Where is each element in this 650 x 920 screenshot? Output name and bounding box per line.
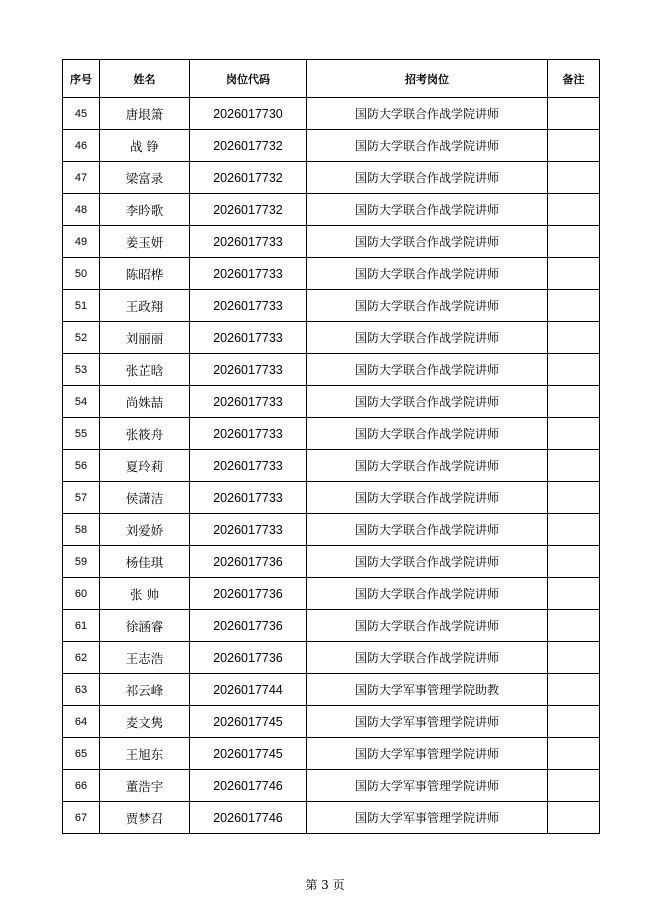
table-row [63, 258, 600, 290]
cell-note [548, 482, 600, 514]
cell-recruit-post: 国防大学联合作战学院讲师 [307, 98, 548, 130]
cell-seq: 49 [63, 226, 100, 258]
table-row [63, 354, 600, 386]
cell-name: 麦文隽 [100, 706, 190, 738]
cell-post-code: 2026017736 [190, 642, 307, 674]
table-row [63, 226, 600, 258]
header-seq: 序号 [63, 60, 100, 98]
cell-name: 徐涵睿 [100, 610, 190, 642]
header-name: 姓名 [100, 60, 190, 98]
header-recruit-post: 招考岗位 [307, 60, 548, 98]
cell-recruit-post: 国防大学联合作战学院讲师 [307, 546, 548, 578]
cell-seq: 48 [63, 194, 100, 226]
cell-note [548, 770, 600, 802]
cell-name: 陈昭桦 [100, 258, 190, 290]
header-post-code: 岗位代码 [190, 60, 307, 98]
cell-name: 刘爱娇 [100, 514, 190, 546]
cell-recruit-post: 国防大学联合作战学院讲师 [307, 386, 548, 418]
table-row [63, 674, 600, 706]
cell-name: 董浩宇 [100, 770, 190, 802]
table-row [63, 162, 600, 194]
cell-note [548, 322, 600, 354]
table-row [63, 98, 600, 130]
cell-note [548, 226, 600, 258]
table-row [63, 130, 600, 162]
cell-note [548, 706, 600, 738]
cell-recruit-post: 国防大学联合作战学院讲师 [307, 258, 548, 290]
cell-post-code: 2026017733 [190, 290, 307, 322]
table-row [63, 386, 600, 418]
cell-post-code: 2026017733 [190, 482, 307, 514]
table-row [63, 194, 600, 226]
cell-name: 张芷晗 [100, 354, 190, 386]
cell-note [548, 290, 600, 322]
cell-recruit-post: 国防大学联合作战学院讲师 [307, 290, 548, 322]
table-row [63, 642, 600, 674]
table-row [63, 514, 600, 546]
candidate-table [62, 59, 600, 834]
cell-seq: 66 [63, 770, 100, 802]
cell-post-code: 2026017733 [190, 514, 307, 546]
cell-name: 李昑歌 [100, 194, 190, 226]
cell-post-code: 2026017736 [190, 578, 307, 610]
page-number: 第 3 页 [305, 878, 345, 892]
cell-recruit-post: 国防大学军事管理学院讲师 [307, 706, 548, 738]
cell-seq: 62 [63, 642, 100, 674]
cell-recruit-post: 国防大学联合作战学院讲师 [307, 418, 548, 450]
cell-note [548, 802, 600, 834]
cell-note [548, 194, 600, 226]
cell-recruit-post: 国防大学军事管理学院讲师 [307, 770, 548, 802]
cell-seq: 51 [63, 290, 100, 322]
table-row [63, 770, 600, 802]
cell-name: 梁富录 [100, 162, 190, 194]
cell-note [548, 450, 600, 482]
cell-recruit-post: 国防大学联合作战学院讲师 [307, 354, 548, 386]
cell-seq: 53 [63, 354, 100, 386]
cell-seq: 58 [63, 514, 100, 546]
cell-post-code: 2026017736 [190, 546, 307, 578]
cell-post-code: 2026017732 [190, 162, 307, 194]
cell-seq: 46 [63, 130, 100, 162]
table-row [63, 610, 600, 642]
cell-post-code: 2026017733 [190, 258, 307, 290]
cell-seq: 59 [63, 546, 100, 578]
cell-recruit-post: 国防大学联合作战学院讲师 [307, 578, 548, 610]
cell-recruit-post: 国防大学联合作战学院讲师 [307, 226, 548, 258]
cell-name: 唐垠箫 [100, 98, 190, 130]
cell-name: 战 铮 [100, 130, 190, 162]
cell-name: 祁云峰 [100, 674, 190, 706]
cell-seq: 47 [63, 162, 100, 194]
cell-seq: 54 [63, 386, 100, 418]
table-row [63, 706, 600, 738]
cell-note [548, 610, 600, 642]
header-note: 备注 [548, 60, 600, 98]
cell-post-code: 2026017733 [190, 226, 307, 258]
cell-recruit-post: 国防大学军事管理学院助教 [307, 674, 548, 706]
cell-post-code: 2026017745 [190, 738, 307, 770]
cell-recruit-post: 国防大学联合作战学院讲师 [307, 610, 548, 642]
cell-seq: 52 [63, 322, 100, 354]
cell-note [548, 418, 600, 450]
cell-seq: 63 [63, 674, 100, 706]
table-row [63, 578, 600, 610]
cell-recruit-post: 国防大学联合作战学院讲师 [307, 322, 548, 354]
cell-post-code: 2026017733 [190, 386, 307, 418]
cell-recruit-post: 国防大学联合作战学院讲师 [307, 450, 548, 482]
cell-recruit-post: 国防大学联合作战学院讲师 [307, 194, 548, 226]
cell-recruit-post: 国防大学军事管理学院讲师 [307, 802, 548, 834]
cell-name: 张 帅 [100, 578, 190, 610]
cell-note [548, 130, 600, 162]
cell-name: 杨佳琪 [100, 546, 190, 578]
cell-seq: 57 [63, 482, 100, 514]
cell-seq: 45 [63, 98, 100, 130]
table-row [63, 418, 600, 450]
candidate-table-container [62, 59, 599, 834]
table-row [63, 450, 600, 482]
cell-note [548, 354, 600, 386]
cell-name: 王政翔 [100, 290, 190, 322]
cell-name: 张筱舟 [100, 418, 190, 450]
cell-note [548, 674, 600, 706]
cell-name: 尚姝喆 [100, 386, 190, 418]
cell-name: 刘丽丽 [100, 322, 190, 354]
cell-recruit-post: 国防大学联合作战学院讲师 [307, 162, 548, 194]
table-row [63, 738, 600, 770]
cell-name: 贾梦召 [100, 802, 190, 834]
cell-post-code: 2026017746 [190, 802, 307, 834]
cell-recruit-post: 国防大学联合作战学院讲师 [307, 642, 548, 674]
cell-post-code: 2026017730 [190, 98, 307, 130]
cell-post-code: 2026017736 [190, 610, 307, 642]
cell-post-code: 2026017733 [190, 418, 307, 450]
cell-post-code: 2026017744 [190, 674, 307, 706]
cell-note [548, 578, 600, 610]
table-row [63, 322, 600, 354]
cell-post-code: 2026017732 [190, 130, 307, 162]
cell-post-code: 2026017733 [190, 450, 307, 482]
cell-name: 侯潇洁 [100, 482, 190, 514]
cell-seq: 55 [63, 418, 100, 450]
cell-name: 姜玉妍 [100, 226, 190, 258]
cell-note [548, 514, 600, 546]
cell-seq: 67 [63, 802, 100, 834]
cell-name: 王旭东 [100, 738, 190, 770]
cell-note [548, 98, 600, 130]
cell-post-code: 2026017746 [190, 770, 307, 802]
table-body [63, 98, 600, 834]
cell-recruit-post: 国防大学联合作战学院讲师 [307, 514, 548, 546]
cell-seq: 64 [63, 706, 100, 738]
cell-recruit-post: 国防大学联合作战学院讲师 [307, 130, 548, 162]
cell-note [548, 546, 600, 578]
cell-seq: 50 [63, 258, 100, 290]
cell-note [548, 162, 600, 194]
table-row [63, 546, 600, 578]
cell-note [548, 738, 600, 770]
table-row [63, 482, 600, 514]
cell-post-code: 2026017733 [190, 354, 307, 386]
cell-seq: 60 [63, 578, 100, 610]
cell-recruit-post: 国防大学联合作战学院讲师 [307, 482, 548, 514]
cell-recruit-post: 国防大学军事管理学院讲师 [307, 738, 548, 770]
table-header-row [63, 60, 600, 98]
table-row [63, 802, 600, 834]
cell-name: 王志浩 [100, 642, 190, 674]
cell-seq: 61 [63, 610, 100, 642]
cell-note [548, 258, 600, 290]
cell-post-code: 2026017745 [190, 706, 307, 738]
cell-seq: 65 [63, 738, 100, 770]
cell-seq: 56 [63, 450, 100, 482]
table-row [63, 290, 600, 322]
cell-name: 夏玲莉 [100, 450, 190, 482]
cell-post-code: 2026017732 [190, 194, 307, 226]
cell-note [548, 642, 600, 674]
cell-note [548, 386, 600, 418]
cell-post-code: 2026017733 [190, 322, 307, 354]
